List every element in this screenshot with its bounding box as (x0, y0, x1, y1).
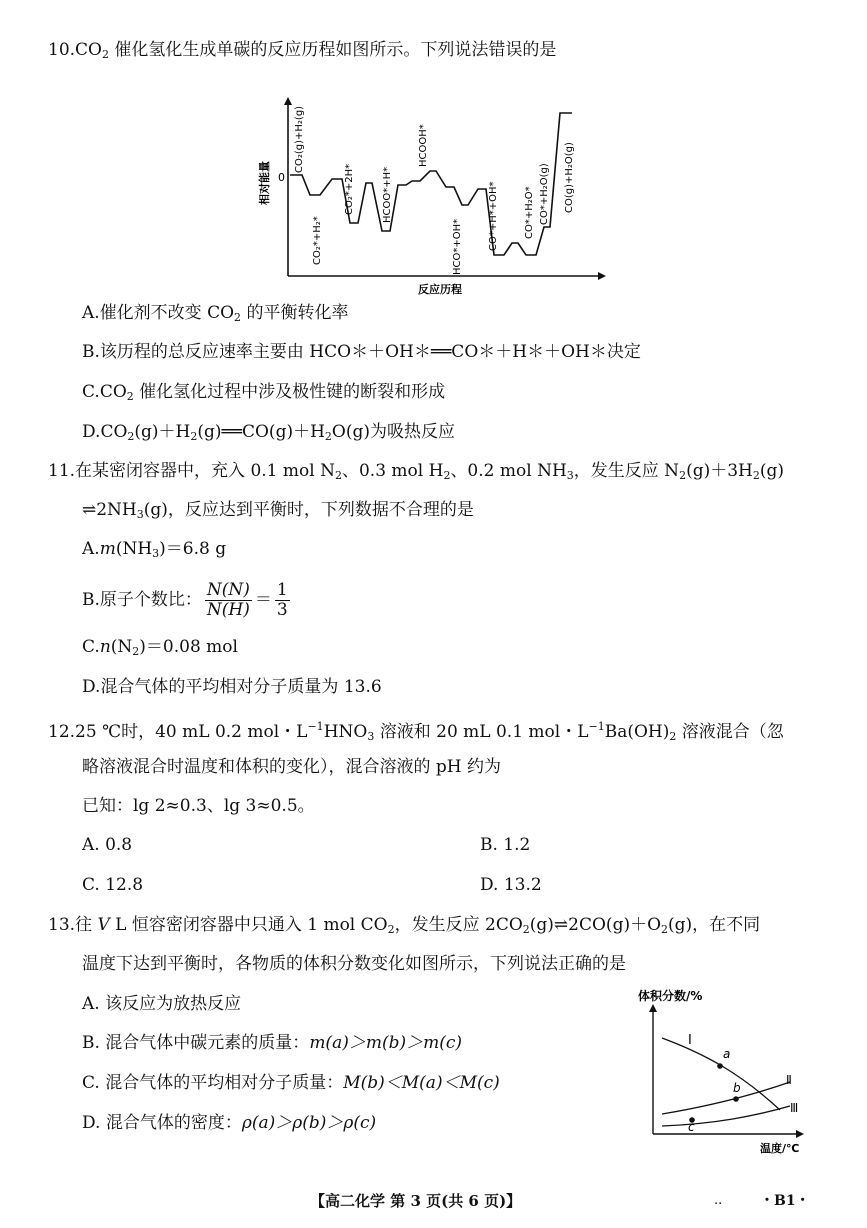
q12-option-b: B. 1.2 (480, 835, 531, 855)
atom-ratio-fraction: $\frac{N(N)}{N(H)}$ (206, 580, 250, 620)
q12-option-a: A. 0.8 (82, 835, 133, 855)
diagram-species-label: CO*+H₂O* (524, 186, 535, 239)
q13-option-c: C. 混合气体的平均相对分子质量：M(b)＜M(a)＜M(c) (82, 1073, 500, 1093)
curve-II (662, 1082, 790, 1114)
page-footer: 【高二化学 第 3 页(共 6 页)】 (310, 1192, 522, 1210)
diagram-species-label: CO*+H*+OH* (488, 181, 499, 251)
diagram-species-label: HCOO*+H* (382, 166, 393, 223)
q11-stem-line2: $\rightleftharpoons 2NH_3(g)$，反应达到平衡时，下列数据不合理的是 (82, 500, 474, 521)
point-label-b: b (733, 1081, 741, 1095)
q12-stem-line2: 略溶液混合时温度和体积的变化），混合溶液的 pH 约为 (82, 757, 502, 777)
q13-stem-line1: 13.往 V L 恒容密闭容器中只通入 1 mol $CO_2$，发生反应 $2CO_2(g)\rightleftharpoons 2CO(g)+O_2(g)$，在不同 (48, 915, 761, 936)
footer-code: ・B1・ (760, 1193, 810, 1209)
q12-given: 已知：lg 2≈0.3、lg 3≈0.5。 (82, 796, 315, 816)
q10-option-c: $C.CO_2$ 催化氢化过程中涉及极性键的断裂和形成 (82, 382, 446, 403)
diagram-species-label: HCOOH* (418, 124, 429, 167)
diagram-zero-label: 0 (278, 171, 285, 184)
diagram-species-label: CO(g)+H₂O(g) (564, 142, 575, 213)
q12-option-d: D. 13.2 (480, 875, 542, 895)
q11-option-c: $C.n(N_2)=0.08$ mol (82, 637, 238, 658)
graph-xlabel: 温度/℃ (760, 1142, 800, 1155)
q10-option-b: B.该历程的总反应速率主要由 HCO＊＋OH＊══CO＊＋H＊＋OH＊决定 (82, 342, 641, 362)
q13-option-b: B. 混合气体中碳元素的质量：m(a)＞m(b)＞m(c) (82, 1033, 463, 1053)
q13-option-a: A. 该反应为放热反应 (82, 994, 242, 1014)
point-a (717, 1063, 723, 1069)
q10-energy-diagram (250, 95, 620, 300)
diagram-species-label: CO*+H₂O(g) (539, 163, 550, 225)
q11-option-d: D.混合气体的平均相对分子质量为 13.6 (82, 677, 382, 697)
curve-label-III: Ⅲ (790, 1101, 799, 1115)
curve-III (662, 1106, 790, 1126)
q13-stem-line2: 温度下达到平衡时，各物质的体积分数变化如图所示，下列说法正确的是 (82, 954, 626, 974)
point-label-a: a (723, 1047, 731, 1061)
diagram-species-label: CO₂*+H₂* (312, 216, 323, 265)
graph-ylabel: 体积分数/% (638, 989, 703, 1003)
q11-option-a: $A.m(NH_3)=6.8$ g (82, 539, 227, 560)
q10-option-d: $D.CO_2(g)+H_2(g)══CO(g)+H_2O(g)$为吸热反应 (82, 422, 456, 443)
curve-I (662, 1038, 780, 1110)
diagram-species-label: CO₂(g)+H₂(g) (294, 105, 305, 173)
curve-label-II: Ⅱ (786, 1073, 792, 1087)
q13-option-d: D. 混合气体的密度：ρ(a)＞ρ(b)＞ρ(c) (82, 1113, 377, 1133)
q10-stem: $10.CO_2$ 催化氢化生成单碳的反应历程如图所示。下列说法错误的是 (48, 40, 557, 61)
q11-stem-line1: 11.在某密闭容器中，充入 0.1 mol $N_2$、0.3 mol $H_2$、0.2 mol $NH_3$，发生反应 $N_2(g)+3H_2(g)$ (48, 461, 785, 482)
curve-label-I: Ⅰ (688, 1033, 692, 1048)
q12-stem-line1: 12.25 ℃时，40 mL 0.2 mol・$L^{-1}HNO_3$ 溶液和 20 mL 0.1 mol・$L^{-1}Ba(OH)_2$ 溶液混合（忽 (48, 720, 784, 743)
value-fraction: $\frac{1}{3}$ (276, 580, 288, 620)
q13-volume-fraction-graph (630, 988, 815, 1158)
q11-option-b: B.原子个数比： $\frac{N(N)}{N(H)}$ ＝ $\frac{1}{3}$ (82, 580, 288, 620)
diagram-ylabel: 相对能量 (258, 161, 271, 205)
diagram-species-label: HCO*+OH* (452, 218, 463, 275)
diagram-xlabel: 反应历程 (418, 283, 462, 296)
point-label-c: c (688, 1120, 695, 1134)
footer-dots: .. (714, 1193, 723, 1208)
q10-option-a: A.催化剂不改变 $CO_2$ 的平衡转化率 (82, 303, 349, 324)
q12-option-c: C. 12.8 (82, 875, 144, 895)
diagram-species-label: CO₂*+2H* (344, 163, 355, 215)
point-b (733, 1096, 739, 1102)
